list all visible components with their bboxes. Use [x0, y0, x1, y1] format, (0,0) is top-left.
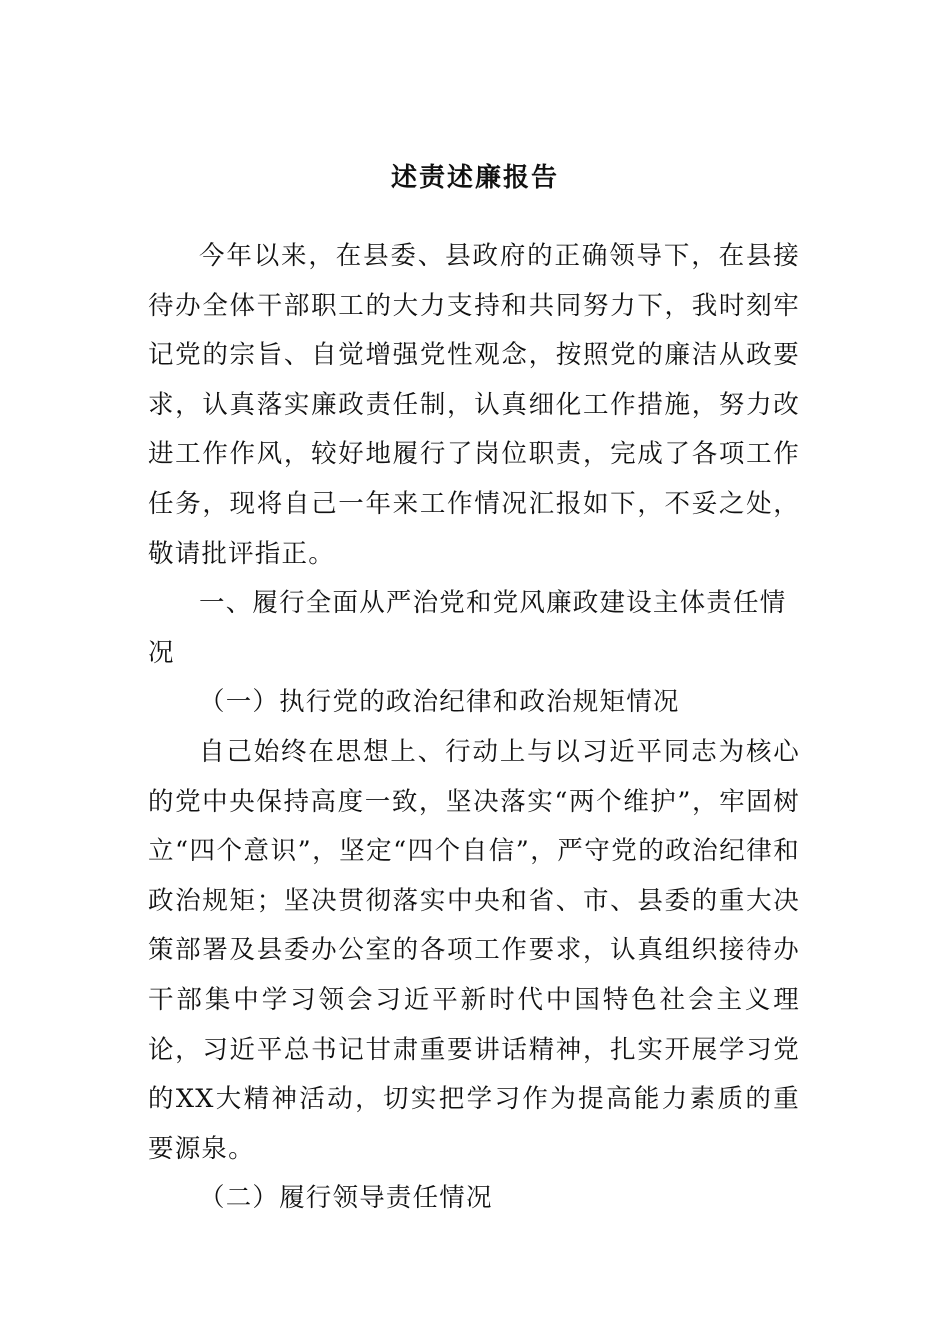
document-title: 述责述廉报告 — [390, 163, 559, 193]
subsection-2-heading: （二）履行领导责任情况 — [199, 1183, 493, 1214]
intro-paragraph: 今年以来，在县委、县政府的正确领导下，在县接待办全体干部职工的大力支持和共同努力下，我时刻牢记党的宗旨、自觉增强党性观念，按照党的廉洁从政要求，认真落实廉政责任制，认真细化工作措施，努力改进工作作风，较好地履行了岗位职责，完成了各项工作任务，现将自己一年来工作情况汇报如下，不妥之处，敬请批评指正。 — [148, 241, 800, 569]
section-1-heading: 一、履行全面从严治党和党风廉政建设主体责任情况 — [148, 588, 787, 668]
document-body — [148, 232, 800, 1224]
subsection-1-paragraph: 自己始终在思想上、行动上与以习近平同志为核心的党中央保持高度一致，坚决落实“两个维护”，牢固树立“四个意识”，坚定“四个自信”，严守党的政治纪律和政治规矩；坚决贯彻落实中央和省、市、县委的重大决策部署及县委办公室的各项工作要求，认真组织接待办干部集中学习领会习近平新时代中国特色社会主义理论，习近平总书记甘肃重要讲话精神，扎实开展学习党的XX大精神活动，切实把学习作为提高能力素质的重要源泉。 — [148, 736, 800, 1164]
subsection-1-heading: （一）执行党的政治纪律和政治规矩情况 — [199, 687, 680, 718]
